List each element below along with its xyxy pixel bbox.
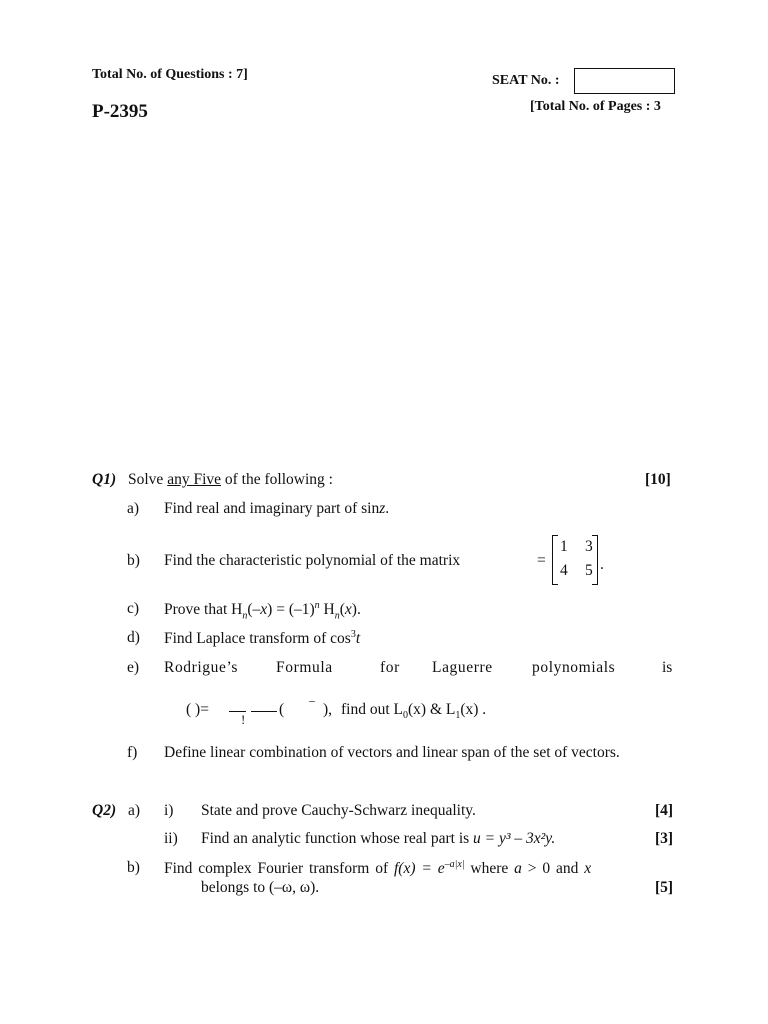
q1e-word: for bbox=[380, 659, 400, 676]
laguerre-close: ), bbox=[323, 701, 333, 718]
q1f-text: Define linear combination of vectors and linear span of the set of vectors. bbox=[164, 744, 620, 761]
laguerre-denominator: ! bbox=[241, 712, 246, 727]
q1f-label: f) bbox=[127, 744, 138, 761]
q1b-label: b) bbox=[127, 552, 140, 569]
q1b-text: Find the characteristic polynomial of the matrix bbox=[164, 552, 461, 569]
q2b-line2: belongs to (–ω, ω). bbox=[201, 879, 320, 896]
q2aii-label: ii) bbox=[164, 830, 178, 847]
q2aii-marks: [3] bbox=[655, 830, 674, 847]
q1e-label: e) bbox=[127, 659, 140, 676]
q1b-end: . bbox=[600, 556, 604, 573]
q2b-label: b) bbox=[127, 859, 140, 876]
q1e-word: polynomials bbox=[532, 659, 616, 676]
q2aii-text: Find an analytic function whose real part is u = y³ – 3x²y. bbox=[201, 830, 556, 847]
q2ai-label: i) bbox=[164, 802, 174, 819]
laguerre-rhs: ( bbox=[279, 701, 285, 718]
q1e-word: is bbox=[662, 659, 673, 676]
q1-marks: [10] bbox=[645, 471, 671, 488]
q1b-equals: = bbox=[537, 552, 546, 569]
q1c-text: Prove that $H_n(-x) = (-1)^n$ $H_n(x)$. bbox=[164, 600, 361, 622]
q1d-text: Find Laplace transform of $\cos^3t$ bbox=[164, 629, 361, 648]
seat-number-box[interactable] bbox=[574, 68, 675, 94]
q2a-label: a) bbox=[128, 802, 141, 819]
q1e-word: Formula bbox=[276, 659, 333, 676]
q1-intro: Solve any Five of the following : bbox=[128, 471, 333, 488]
q2b-marks: [5] bbox=[655, 879, 674, 896]
q1-label: Q1) bbox=[92, 471, 117, 488]
q1c-label: c) bbox=[127, 600, 140, 617]
total-pages: [Total No. of Pages : 3 bbox=[530, 99, 661, 114]
matrix-cell: 4 bbox=[560, 562, 568, 579]
total-questions: Total No. of Questions : 7] bbox=[92, 67, 248, 82]
q2b-text: Find complex Fourier transform of $f(x) = e^{-a|x|}$ where a > 0 and x bbox=[164, 859, 592, 878]
matrix-right-bracket bbox=[592, 535, 598, 585]
matrix-2x2 bbox=[552, 535, 602, 585]
laguerre-lhs: ( )= bbox=[186, 701, 209, 718]
q1a-text: Find real and imaginary part of sinz. bbox=[164, 500, 390, 517]
matrix-cell: 1 bbox=[560, 538, 568, 555]
q1e-word: Laguerre bbox=[432, 659, 493, 676]
matrix-left-bracket bbox=[552, 535, 558, 585]
q1a-label: a) bbox=[127, 500, 140, 517]
matrix-cell: 3 bbox=[585, 538, 593, 555]
q2ai-marks: [4] bbox=[655, 802, 674, 819]
matrix-cell: 5 bbox=[585, 562, 593, 579]
q1e-word: Rodrigue’s bbox=[164, 659, 239, 676]
paper-code: P-2395 bbox=[92, 101, 148, 122]
q1e-find: find out $L_0(x)$ & $L_1(x)$ . bbox=[341, 701, 487, 722]
q1d-label: d) bbox=[127, 629, 140, 646]
q2ai-text: State and prove Cauchy-Schwarz inequality. bbox=[201, 802, 476, 819]
laguerre-exponent: – bbox=[309, 693, 315, 707]
seat-label: SEAT No. : bbox=[492, 73, 560, 88]
fraction-bar bbox=[251, 711, 277, 712]
q2-label: Q2) bbox=[92, 802, 117, 819]
